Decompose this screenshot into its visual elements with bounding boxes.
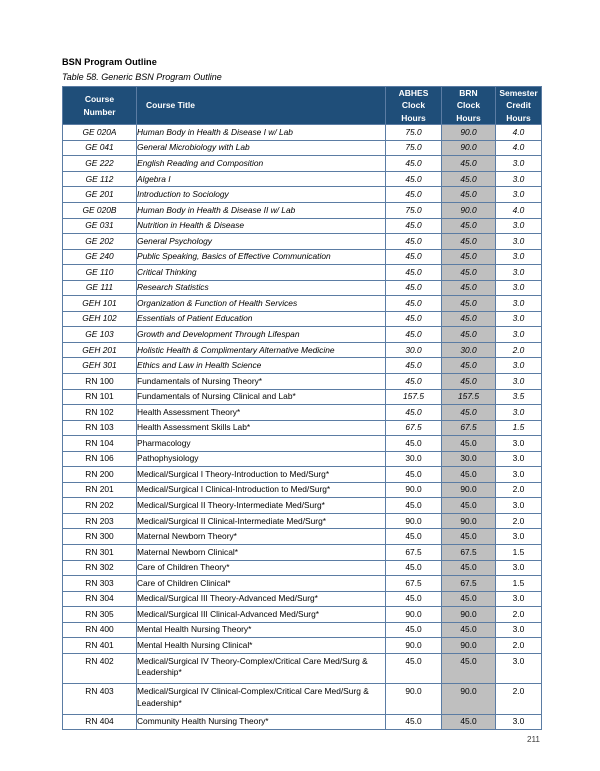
cell-course-title: Human Body in Health & Disease II w/ Lab	[137, 202, 386, 218]
table-row	[63, 544, 542, 560]
cell-course-title: Medical/Surgical III Theory-Advanced Med/Surg*	[137, 591, 386, 607]
table-row	[63, 249, 542, 265]
cell-course-title: Mental Health Nursing Clinical*	[137, 638, 386, 654]
cell-course-title: Health Assessment Skills Lab*	[137, 420, 386, 436]
cell-course-number: RN 200	[63, 467, 137, 483]
table-row	[63, 591, 542, 607]
cell-brn-clock-hours: 90.0	[442, 513, 496, 529]
cell-abhes-clock-hours: 75.0	[386, 202, 442, 218]
cell-semester-credit-hours: 3.5	[496, 389, 542, 405]
cell-brn-clock-hours: 90.0	[442, 140, 496, 156]
cell-course-number: RN 402	[63, 653, 137, 684]
cell-brn-clock-hours: 45.0	[442, 622, 496, 638]
table-row	[63, 467, 542, 483]
cell-course-number: RN 303	[63, 576, 137, 592]
cell-course-number: GE 031	[63, 218, 137, 234]
course-number-header-line1: Course	[84, 94, 115, 105]
table-row	[63, 607, 542, 623]
table-row	[63, 156, 542, 172]
table-row	[63, 187, 542, 203]
cell-course-title: Medical/Surgical IV Theory-Complex/Critical Care Med/Surg & Leadership*	[137, 653, 386, 684]
cell-brn-clock-hours: 45.0	[442, 171, 496, 187]
cell-course-number: GE 041	[63, 140, 137, 156]
table-row	[63, 358, 542, 374]
credit-header-line1: Semester	[499, 88, 538, 98]
cell-abhes-clock-hours: 90.0	[386, 684, 442, 715]
table-row	[63, 125, 542, 141]
cell-course-number: RN 302	[63, 560, 137, 576]
cell-course-title: Medical/Surgical IV Clinical-Complex/Critical Care Med/Surg & Leadership*	[137, 684, 386, 715]
cell-course-title: Holistic Health & Complimentary Alternative Medicine	[137, 342, 386, 358]
cell-brn-clock-hours: 90.0	[442, 684, 496, 715]
cell-course-number: RN 404	[63, 714, 137, 730]
column-header-course-number	[63, 87, 137, 125]
column-header-semester-credit-hours	[496, 87, 542, 125]
cell-course-title: Maternal Newborn Theory*	[137, 529, 386, 545]
cell-course-number: GEH 102	[63, 311, 137, 327]
cell-semester-credit-hours: 1.5	[496, 420, 542, 436]
cell-semester-credit-hours: 3.0	[496, 622, 542, 638]
column-header-brn-clock-hours	[442, 87, 496, 125]
table-row	[63, 622, 542, 638]
table-row	[63, 296, 542, 312]
cell-abhes-clock-hours: 45.0	[386, 156, 442, 172]
cell-course-number: RN 104	[63, 436, 137, 452]
cell-abhes-clock-hours: 30.0	[386, 451, 442, 467]
cell-course-title: Fundamentals of Nursing Clinical and Lab*	[137, 389, 386, 405]
page-number: 211	[526, 735, 540, 744]
cell-brn-clock-hours: 45.0	[442, 358, 496, 374]
cell-abhes-clock-hours: 45.0	[386, 311, 442, 327]
table-row	[63, 576, 542, 592]
cell-abhes-clock-hours: 45.0	[386, 234, 442, 250]
cell-brn-clock-hours: 30.0	[442, 451, 496, 467]
cell-abhes-clock-hours: 45.0	[386, 327, 442, 343]
cell-brn-clock-hours: 45.0	[442, 327, 496, 343]
cell-course-number: RN 102	[63, 405, 137, 421]
cell-course-number: GEH 101	[63, 296, 137, 312]
column-header-course-title: Course Title	[137, 87, 386, 125]
cell-course-number: RN 103	[63, 420, 137, 436]
brn-header-line1: BRN	[459, 88, 478, 98]
abhes-header-line3: Hours	[401, 112, 426, 123]
cell-abhes-clock-hours: 45.0	[386, 280, 442, 296]
cell-course-title: Pathophysiology	[137, 451, 386, 467]
cell-abhes-clock-hours: 90.0	[386, 638, 442, 654]
cell-course-title: Ethics and Law in Health Science	[137, 358, 386, 374]
cell-semester-credit-hours: 3.0	[496, 529, 542, 545]
cell-abhes-clock-hours: 45.0	[386, 218, 442, 234]
cell-semester-credit-hours: 3.0	[496, 327, 542, 343]
cell-semester-credit-hours: 4.0	[496, 140, 542, 156]
cell-course-title: Essentials of Patient Education	[137, 311, 386, 327]
table-caption: Table 58. Generic BSN Program Outline	[62, 72, 222, 82]
cell-abhes-clock-hours: 75.0	[386, 125, 442, 141]
cell-semester-credit-hours: 3.0	[496, 451, 542, 467]
cell-semester-credit-hours: 3.0	[496, 218, 542, 234]
cell-semester-credit-hours: 3.0	[496, 714, 542, 730]
cell-abhes-clock-hours: 45.0	[386, 714, 442, 730]
credit-header-line2: Credit	[506, 100, 531, 111]
cell-course-title: Community Health Nursing Theory*	[137, 714, 386, 730]
cell-abhes-clock-hours: 45.0	[386, 265, 442, 281]
cell-brn-clock-hours: 90.0	[442, 125, 496, 141]
cell-brn-clock-hours: 45.0	[442, 280, 496, 296]
cell-course-title: Critical Thinking	[137, 265, 386, 281]
course-number-header-line2: Number	[83, 106, 116, 117]
cell-course-title: Human Body in Health & Disease I w/ Lab	[137, 125, 386, 141]
cell-course-number: RN 304	[63, 591, 137, 607]
cell-brn-clock-hours: 45.0	[442, 156, 496, 172]
cell-brn-clock-hours: 67.5	[442, 544, 496, 560]
abhes-header-line1: ABHES	[398, 88, 429, 98]
table-row	[63, 389, 542, 405]
cell-abhes-clock-hours: 90.0	[386, 513, 442, 529]
cell-course-number: RN 203	[63, 513, 137, 529]
cell-brn-clock-hours: 45.0	[442, 187, 496, 203]
cell-course-number: RN 201	[63, 482, 137, 498]
cell-abhes-clock-hours: 45.0	[386, 373, 442, 389]
cell-semester-credit-hours: 3.0	[496, 591, 542, 607]
table-row	[63, 171, 542, 187]
cell-course-title: Care of Children Clinical*	[137, 576, 386, 592]
abhes-header-line2: Clock	[401, 100, 426, 111]
cell-course-title: Medical/Surgical II Theory-Intermediate Med/Surg*	[137, 498, 386, 514]
cell-semester-credit-hours: 3.0	[496, 358, 542, 374]
cell-brn-clock-hours: 67.5	[442, 576, 496, 592]
cell-course-number: GE 103	[63, 327, 137, 343]
cell-course-number: GE 112	[63, 171, 137, 187]
table-row	[63, 482, 542, 498]
cell-abhes-clock-hours: 45.0	[386, 591, 442, 607]
cell-abhes-clock-hours: 90.0	[386, 607, 442, 623]
table-row	[63, 513, 542, 529]
cell-semester-credit-hours: 3.0	[496, 311, 542, 327]
table-row	[63, 311, 542, 327]
cell-course-title: Fundamentals of Nursing Theory*	[137, 373, 386, 389]
cell-semester-credit-hours: 4.0	[496, 125, 542, 141]
cell-course-number: GE 110	[63, 265, 137, 281]
cell-brn-clock-hours: 90.0	[442, 607, 496, 623]
table-row	[63, 405, 542, 421]
cell-course-title: Nutrition in Health & Disease	[137, 218, 386, 234]
cell-brn-clock-hours: 45.0	[442, 714, 496, 730]
cell-semester-credit-hours: 3.0	[496, 171, 542, 187]
cell-course-number: RN 305	[63, 607, 137, 623]
cell-brn-clock-hours: 45.0	[442, 249, 496, 265]
cell-course-number: RN 403	[63, 684, 137, 715]
cell-brn-clock-hours: 157.5	[442, 389, 496, 405]
cell-semester-credit-hours: 3.0	[496, 234, 542, 250]
cell-abhes-clock-hours: 45.0	[386, 529, 442, 545]
cell-brn-clock-hours: 45.0	[442, 218, 496, 234]
brn-header-line3: Hours	[456, 112, 481, 123]
cell-course-number: GEH 201	[63, 342, 137, 358]
cell-course-number: GE 201	[63, 187, 137, 203]
cell-brn-clock-hours: 45.0	[442, 591, 496, 607]
table-row	[63, 420, 542, 436]
cell-semester-credit-hours: 3.0	[496, 405, 542, 421]
cell-semester-credit-hours: 4.0	[496, 202, 542, 218]
cell-course-title: Public Speaking, Basics of Effective Communication	[137, 249, 386, 265]
cell-semester-credit-hours: 3.0	[496, 498, 542, 514]
cell-abhes-clock-hours: 45.0	[386, 249, 442, 265]
table-row	[63, 218, 542, 234]
cell-course-number: GE 222	[63, 156, 137, 172]
brn-header-line2: Clock	[456, 100, 481, 111]
table-row	[63, 327, 542, 343]
cell-brn-clock-hours: 45.0	[442, 498, 496, 514]
cell-course-number: RN 101	[63, 389, 137, 405]
cell-course-title: Introduction to Sociology	[137, 187, 386, 203]
cell-semester-credit-hours: 2.0	[496, 638, 542, 654]
cell-brn-clock-hours: 45.0	[442, 436, 496, 452]
cell-semester-credit-hours: 3.0	[496, 373, 542, 389]
cell-course-number: GE 020B	[63, 202, 137, 218]
cell-abhes-clock-hours: 67.5	[386, 420, 442, 436]
cell-course-title: Organization & Function of Health Services	[137, 296, 386, 312]
cell-course-number: RN 106	[63, 451, 137, 467]
table-row	[63, 653, 542, 684]
table-row	[63, 436, 542, 452]
cell-semester-credit-hours: 2.0	[496, 482, 542, 498]
cell-semester-credit-hours: 3.0	[496, 467, 542, 483]
cell-course-number: RN 100	[63, 373, 137, 389]
page-title: BSN Program Outline	[62, 57, 157, 67]
cell-brn-clock-hours: 45.0	[442, 405, 496, 421]
cell-abhes-clock-hours: 67.5	[386, 544, 442, 560]
cell-course-title: Algebra I	[137, 171, 386, 187]
cell-brn-clock-hours: 90.0	[442, 202, 496, 218]
cell-semester-credit-hours: 3.0	[496, 653, 542, 684]
cell-course-number: GEH 301	[63, 358, 137, 374]
cell-course-number: RN 401	[63, 638, 137, 654]
cell-brn-clock-hours: 45.0	[442, 653, 496, 684]
table-row	[63, 498, 542, 514]
cell-brn-clock-hours: 45.0	[442, 296, 496, 312]
cell-course-title: Medical/Surgical I Theory-Introduction to Med/Surg*	[137, 467, 386, 483]
table-row	[63, 202, 542, 218]
cell-course-title: Pharmacology	[137, 436, 386, 452]
cell-semester-credit-hours: 2.0	[496, 513, 542, 529]
cell-semester-credit-hours: 2.0	[496, 342, 542, 358]
cell-semester-credit-hours: 1.5	[496, 544, 542, 560]
cell-semester-credit-hours: 2.0	[496, 684, 542, 715]
cell-course-number: GE 020A	[63, 125, 137, 141]
cell-course-title: English Reading and Composition	[137, 156, 386, 172]
cell-course-title: Mental Health Nursing Theory*	[137, 622, 386, 638]
cell-brn-clock-hours: 30.0	[442, 342, 496, 358]
cell-abhes-clock-hours: 45.0	[386, 171, 442, 187]
cell-course-title: Medical/Surgical III Clinical-Advanced Med/Surg*	[137, 607, 386, 623]
table-row	[63, 529, 542, 545]
cell-course-title: Medical/Surgical I Clinical-Introduction to Med/Surg*	[137, 482, 386, 498]
table-row	[63, 234, 542, 250]
cell-abhes-clock-hours: 90.0	[386, 482, 442, 498]
cell-course-title: Medical/Surgical II Clinical-Intermediate Med/Surg*	[137, 513, 386, 529]
cell-semester-credit-hours: 3.0	[496, 436, 542, 452]
credit-header-line3: Hours	[506, 112, 531, 123]
cell-course-title: General Microbiology with Lab	[137, 140, 386, 156]
cell-course-title: Health Assessment Theory*	[137, 405, 386, 421]
cell-brn-clock-hours: 90.0	[442, 482, 496, 498]
table-header	[63, 87, 542, 125]
cell-brn-clock-hours: 45.0	[442, 265, 496, 281]
cell-semester-credit-hours: 3.0	[496, 249, 542, 265]
cell-abhes-clock-hours: 45.0	[386, 296, 442, 312]
table-header-row	[63, 87, 542, 125]
cell-abhes-clock-hours: 45.0	[386, 498, 442, 514]
cell-abhes-clock-hours: 45.0	[386, 187, 442, 203]
cell-brn-clock-hours: 45.0	[442, 234, 496, 250]
cell-semester-credit-hours: 2.0	[496, 607, 542, 623]
cell-brn-clock-hours: 45.0	[442, 467, 496, 483]
column-header-abhes-clock-hours	[386, 87, 442, 125]
table-row	[63, 560, 542, 576]
cell-abhes-clock-hours: 30.0	[386, 342, 442, 358]
cell-course-number: RN 300	[63, 529, 137, 545]
cell-course-title: General Psychology	[137, 234, 386, 250]
table-row	[63, 638, 542, 654]
cell-brn-clock-hours: 45.0	[442, 529, 496, 545]
cell-course-number: RN 301	[63, 544, 137, 560]
table-row	[63, 714, 542, 730]
cell-brn-clock-hours: 67.5	[442, 420, 496, 436]
cell-course-title: Care of Children Theory*	[137, 560, 386, 576]
cell-course-number: GE 202	[63, 234, 137, 250]
cell-course-number: GE 111	[63, 280, 137, 296]
cell-brn-clock-hours: 90.0	[442, 638, 496, 654]
cell-abhes-clock-hours: 45.0	[386, 436, 442, 452]
table-row	[63, 684, 542, 715]
cell-abhes-clock-hours: 45.0	[386, 358, 442, 374]
cell-abhes-clock-hours: 45.0	[386, 467, 442, 483]
cell-abhes-clock-hours: 45.0	[386, 560, 442, 576]
cell-brn-clock-hours: 45.0	[442, 560, 496, 576]
cell-abhes-clock-hours: 45.0	[386, 622, 442, 638]
table-body	[63, 125, 542, 730]
cell-semester-credit-hours: 3.0	[496, 560, 542, 576]
bsn-program-outline-table	[62, 86, 542, 730]
cell-semester-credit-hours: 3.0	[496, 156, 542, 172]
table-row	[63, 342, 542, 358]
table-row	[63, 451, 542, 467]
cell-brn-clock-hours: 45.0	[442, 311, 496, 327]
cell-semester-credit-hours: 3.0	[496, 187, 542, 203]
cell-course-title: Maternal Newborn Clinical*	[137, 544, 386, 560]
cell-abhes-clock-hours: 45.0	[386, 405, 442, 421]
cell-abhes-clock-hours: 67.5	[386, 576, 442, 592]
cell-abhes-clock-hours: 45.0	[386, 653, 442, 684]
cell-semester-credit-hours: 3.0	[496, 296, 542, 312]
cell-semester-credit-hours: 3.0	[496, 265, 542, 281]
cell-abhes-clock-hours: 75.0	[386, 140, 442, 156]
table-row	[63, 373, 542, 389]
cell-brn-clock-hours: 45.0	[442, 373, 496, 389]
cell-semester-credit-hours: 3.0	[496, 280, 542, 296]
cell-semester-credit-hours: 1.5	[496, 576, 542, 592]
cell-course-number: GE 240	[63, 249, 137, 265]
table-row	[63, 280, 542, 296]
cell-course-number: RN 400	[63, 622, 137, 638]
table-row	[63, 140, 542, 156]
cell-course-number: RN 202	[63, 498, 137, 514]
table-row	[63, 265, 542, 281]
cell-course-title: Research Statistics	[137, 280, 386, 296]
cell-course-title: Growth and Development Through Lifespan	[137, 327, 386, 343]
cell-abhes-clock-hours: 157.5	[386, 389, 442, 405]
